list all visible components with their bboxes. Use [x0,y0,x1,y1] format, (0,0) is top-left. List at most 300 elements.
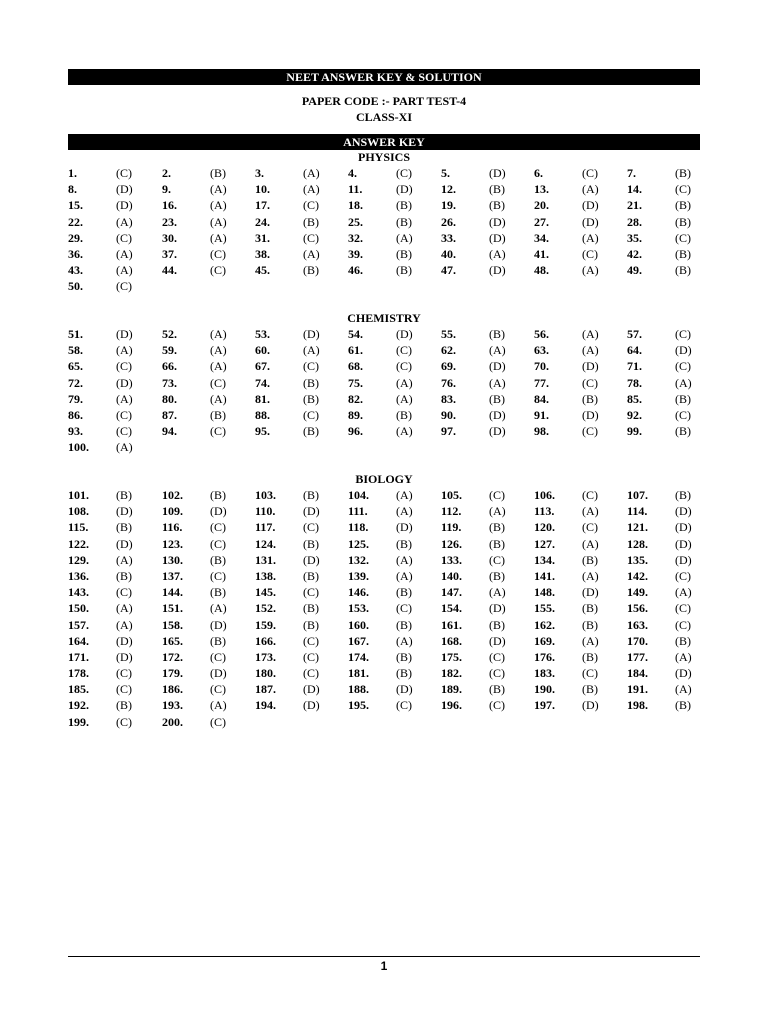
question-number: 181. [348,666,369,681]
answer-grid [68,487,700,730]
answer-option: (D) [582,198,599,213]
question-number: 123. [162,536,183,551]
answer-row [68,165,700,181]
answer-option: (C) [303,407,319,422]
question-number: 114. [627,504,648,519]
answer-option: (D) [116,649,133,664]
answer-option: (A) [116,343,133,358]
question-number: 170. [627,633,648,648]
question-number: 70. [534,359,549,374]
document-title-bar [68,69,700,85]
answer-option: (C) [582,520,598,535]
question-number: 152. [255,601,276,616]
question-number: 67. [255,359,270,374]
question-number: 149. [627,585,648,600]
answer-option: (A) [582,343,599,358]
question-number: 192. [68,698,89,713]
question-number: 19. [441,198,456,213]
question-number: 173. [255,649,276,664]
answer-row [68,391,700,407]
answer-row [68,568,700,584]
question-number: 156. [627,601,648,616]
question-number: 126. [441,536,462,551]
answer-option: (D) [116,633,133,648]
question-number: 47. [441,263,456,278]
question-number: 60. [255,343,270,358]
question-number: 17. [255,198,270,213]
question-number: 102. [162,488,183,502]
question-number: 35. [627,230,642,245]
question-number: 77. [534,375,549,390]
question-number: 134. [534,552,555,567]
answer-option: (D) [675,504,692,519]
answer-option: (B) [489,617,505,632]
answer-option: (B) [675,698,691,713]
answer-option: (D) [582,585,599,600]
answer-option: (A) [396,391,413,406]
answer-option: (A) [210,391,227,406]
answer-row [68,714,700,730]
answer-option: (A) [210,198,227,213]
answer-option: (B) [396,214,412,229]
answer-option: (C) [675,617,691,632]
question-number: 38. [255,246,270,261]
question-number: 100. [68,440,89,455]
question-number: 58. [68,343,83,358]
answer-option: (C) [489,488,505,502]
question-number: 34. [534,230,549,245]
question-number: 115. [68,520,89,535]
paper-code: PAPER CODE :- PART TEST-4 [301,94,467,108]
question-number: 121. [627,520,648,535]
answer-row [68,278,700,294]
answer-option: (C) [303,198,319,213]
answer-option: (C) [675,230,691,245]
answer-option: (C) [396,359,412,374]
question-number: 148. [534,585,555,600]
answer-option: (D) [210,617,227,632]
answer-option: (B) [675,424,691,439]
answer-option: (B) [210,633,226,648]
answer-option: (B) [303,391,319,406]
question-number: 128. [627,536,648,551]
answer-option: (A) [116,617,133,632]
answer-option: (B) [116,488,132,502]
answer-option: (B) [675,166,691,180]
answer-option: (C) [582,424,598,439]
answer-option: (D) [396,520,413,535]
question-number: 71. [627,359,642,374]
answer-option: (A) [116,246,133,261]
answer-option: (C) [582,166,598,180]
question-number: 72. [68,375,83,390]
question-number: 139. [348,568,369,583]
question-number: 37. [162,246,177,261]
question-number: 29. [68,230,83,245]
answer-option: (B) [303,617,319,632]
question-number: 54. [348,327,363,341]
answer-option: (A) [396,504,413,519]
question-number: 36. [68,246,83,261]
question-number: 12. [441,182,456,197]
answer-option: (A) [210,359,227,374]
question-number: 84. [534,391,549,406]
answer-option: (B) [396,246,412,261]
answer-option: (B) [303,424,319,439]
question-number: 116. [162,520,183,535]
answer-option: (D) [303,682,320,697]
question-number: 27. [534,214,549,229]
answer-option: (A) [582,230,599,245]
question-number: 106. [534,488,555,502]
answer-option: (D) [303,552,320,567]
question-number: 105. [441,488,462,502]
answer-option: (C) [210,520,226,535]
question-number: 51. [68,327,83,341]
question-number: 130. [162,552,183,567]
answer-row [68,697,700,713]
answer-option: (D) [116,536,133,551]
answer-option: (C) [116,666,132,681]
chemistry-section [68,310,700,456]
answer-option: (B) [675,488,691,502]
answer-option: (D) [675,520,692,535]
question-number: 39. [348,246,363,261]
answer-option: (A) [210,182,227,197]
answer-option: (C) [303,520,319,535]
question-number: 24. [255,214,270,229]
answer-option: (A) [303,182,320,197]
question-number: 56. [534,327,549,341]
answer-option: (A) [116,440,133,455]
question-number: 140. [441,568,462,583]
answer-option: (B) [303,536,319,551]
answer-option: (D) [489,166,506,180]
question-number: 61. [348,343,363,358]
answer-option: (B) [210,407,226,422]
answer-row [68,407,700,423]
question-number: 169. [534,633,555,648]
answer-row [68,423,700,439]
question-number: 195. [348,698,369,713]
answer-option: (C) [675,601,691,616]
answer-option: (D) [582,407,599,422]
answer-option: (B) [396,649,412,664]
question-number: 8. [68,182,77,197]
answer-option: (C) [675,327,691,341]
answer-option: (B) [210,585,226,600]
question-number: 97. [441,424,456,439]
answer-option: (C) [489,649,505,664]
answer-option: (B) [303,375,319,390]
answer-row [68,181,700,197]
question-number: 79. [68,391,83,406]
answer-option: (A) [210,214,227,229]
answer-option: (B) [489,198,505,213]
answer-option: (C) [396,343,412,358]
question-number: 107. [627,488,648,502]
answer-option: (A) [210,343,227,358]
answer-option: (B) [210,552,226,567]
answer-option: (C) [489,698,505,713]
question-number: 190. [534,682,555,697]
answer-option: (D) [675,536,692,551]
answer-option: (C) [116,166,132,180]
question-number: 144. [162,585,183,600]
answer-option: (C) [675,407,691,422]
question-number: 166. [255,633,276,648]
answer-option: (B) [396,585,412,600]
answer-option: (D) [116,375,133,390]
question-number: 172. [162,649,183,664]
answer-option: (D) [116,504,133,519]
question-number: 198. [627,698,648,713]
question-number: 10. [255,182,270,197]
question-number: 52. [162,327,177,341]
question-number: 191. [627,682,648,697]
question-number: 95. [255,424,270,439]
question-number: 146. [348,585,369,600]
question-number: 141. [534,568,555,583]
class-label: CLASS-XI [355,110,412,124]
question-number: 150. [68,601,89,616]
answer-option: (C) [396,601,412,616]
question-number: 138. [255,568,276,583]
answer-option: (B) [303,214,319,229]
question-number: 22. [68,214,83,229]
answer-row [68,617,700,633]
answer-option: (A) [582,633,599,648]
answer-option: (C) [675,359,691,374]
answer-option: (C) [116,359,132,374]
question-number: 25. [348,214,363,229]
question-number: 133. [441,552,462,567]
answer-grid [68,326,700,456]
answer-row [68,665,700,681]
answer-row [68,552,700,568]
answer-option: (B) [675,198,691,213]
answer-option: (C) [116,230,132,245]
answer-option: (A) [675,649,692,664]
answer-option: (C) [210,714,226,729]
question-number: 111. [348,504,368,519]
answer-option: (C) [210,263,226,278]
answer-option: (A) [396,633,413,648]
page-number: 1 [380,959,388,973]
question-number: 119. [441,520,462,535]
question-number: 108. [68,504,89,519]
answer-option: (A) [396,424,413,439]
answer-row [68,197,700,213]
answer-option: (B) [396,536,412,551]
question-number: 135. [627,552,648,567]
answer-option: (B) [303,263,319,278]
answer-option: (C) [303,649,319,664]
biology-section [68,471,700,730]
question-number: 7. [627,166,636,180]
question-number: 183. [534,666,555,681]
answer-option: (B) [303,488,319,502]
question-number: 118. [348,520,369,535]
question-number: 30. [162,230,177,245]
answer-option: (C) [210,536,226,551]
question-number: 57. [627,327,642,341]
answer-option: (A) [582,182,599,197]
answer-row [68,375,700,391]
question-number: 162. [534,617,555,632]
answer-row [68,326,700,342]
answer-option: (A) [210,698,227,713]
question-number: 26. [441,214,456,229]
answer-row [68,262,700,278]
answer-row [68,503,700,519]
question-number: 132. [348,552,369,567]
answer-option: (B) [210,166,226,180]
answer-option: (B) [303,601,319,616]
answer-option: (D) [489,263,506,278]
question-number: 171. [68,649,89,664]
answer-row [68,439,700,455]
question-number: 18. [348,198,363,213]
answer-option: (C) [303,585,319,600]
question-number: 180. [255,666,276,681]
question-number: 174. [348,649,369,664]
answer-option: (A) [396,230,413,245]
question-number: 80. [162,391,177,406]
answer-option: (A) [396,488,413,502]
answer-option: (D) [116,327,133,341]
answer-option: (C) [582,375,598,390]
physics-section [68,149,700,295]
answer-key-bar [68,134,700,150]
question-number: 167. [348,633,369,648]
answer-option: (A) [303,343,320,358]
answer-option: (B) [489,520,505,535]
answer-option: (D) [489,359,506,374]
question-number: 86. [68,407,83,422]
answer-option: (D) [303,327,320,341]
answer-option: (A) [489,343,506,358]
question-number: 200. [162,714,183,729]
answer-option: (C) [210,682,226,697]
answer-option: (D) [396,682,413,697]
question-number: 145. [255,585,276,600]
question-number: 85. [627,391,642,406]
answer-option: (B) [582,682,598,697]
answer-option: (A) [489,246,506,261]
question-number: 158. [162,617,183,632]
question-number: 13. [534,182,549,197]
question-number: 3. [255,166,264,180]
answer-option: (B) [116,698,132,713]
answer-option: (C) [210,424,226,439]
question-number: 151. [162,601,183,616]
question-number: 161. [441,617,462,632]
question-number: 113. [534,504,555,519]
question-number: 154. [441,601,462,616]
question-number: 99. [627,424,642,439]
question-number: 143. [68,585,89,600]
answer-option: (C) [303,230,319,245]
question-number: 40. [441,246,456,261]
question-number: 43. [68,263,83,278]
answer-option: (A) [396,552,413,567]
question-number: 175. [441,649,462,664]
question-number: 165. [162,633,183,648]
answer-option: (B) [489,568,505,583]
answer-row [68,487,700,503]
answer-option: (B) [303,568,319,583]
answer-option: (C) [675,182,691,197]
answer-option: (A) [582,327,599,341]
answer-option: (A) [210,230,227,245]
document-title: NEET ANSWER KEY & SOLUTION [286,70,482,84]
answer-option: (C) [396,698,412,713]
question-number: 31. [255,230,270,245]
answer-option: (D) [489,214,506,229]
answer-option: (D) [675,552,692,567]
question-number: 73. [162,375,177,390]
answer-option: (C) [582,666,598,681]
answer-option: (C) [116,407,132,422]
answer-option: (D) [489,424,506,439]
question-number: 194. [255,698,276,713]
answer-option: (A) [116,391,133,406]
question-number: 64. [627,343,642,358]
question-number: 176. [534,649,555,664]
question-number: 59. [162,343,177,358]
question-number: 103. [255,488,276,502]
answer-option: (B) [210,488,226,502]
answer-option: (C) [210,649,226,664]
answer-option: (D) [210,666,227,681]
question-number: 142. [627,568,648,583]
question-number: 109. [162,504,183,519]
question-number: 65. [68,359,83,374]
section-title: PHYSICS [357,150,410,164]
answer-row [68,214,700,230]
answer-option: (B) [489,682,505,697]
answer-option: (A) [582,263,599,278]
question-number: 49. [627,263,642,278]
answer-row [68,519,700,535]
answer-key-heading: ANSWER KEY [343,135,425,149]
answer-option: (B) [396,263,412,278]
question-number: 2. [162,166,171,180]
question-number: 159. [255,617,276,632]
question-number: 112. [441,504,462,519]
question-number: 68. [348,359,363,374]
answer-option: (D) [582,214,599,229]
answer-option: (C) [396,166,412,180]
question-number: 21. [627,198,642,213]
question-number: 74. [255,375,270,390]
answer-option: (C) [116,714,132,729]
section-title: CHEMISTRY [347,311,421,325]
question-number: 88. [255,407,270,422]
answer-option: (C) [489,552,505,567]
answer-option: (A) [396,375,413,390]
question-number: 157. [68,617,89,632]
question-number: 136. [68,568,89,583]
question-number: 90. [441,407,456,422]
question-number: 83. [441,391,456,406]
answer-option: (C) [210,375,226,390]
answer-option: (B) [675,391,691,406]
answer-option: (A) [396,568,413,583]
answer-option: (A) [582,504,599,519]
answer-row [68,230,700,246]
